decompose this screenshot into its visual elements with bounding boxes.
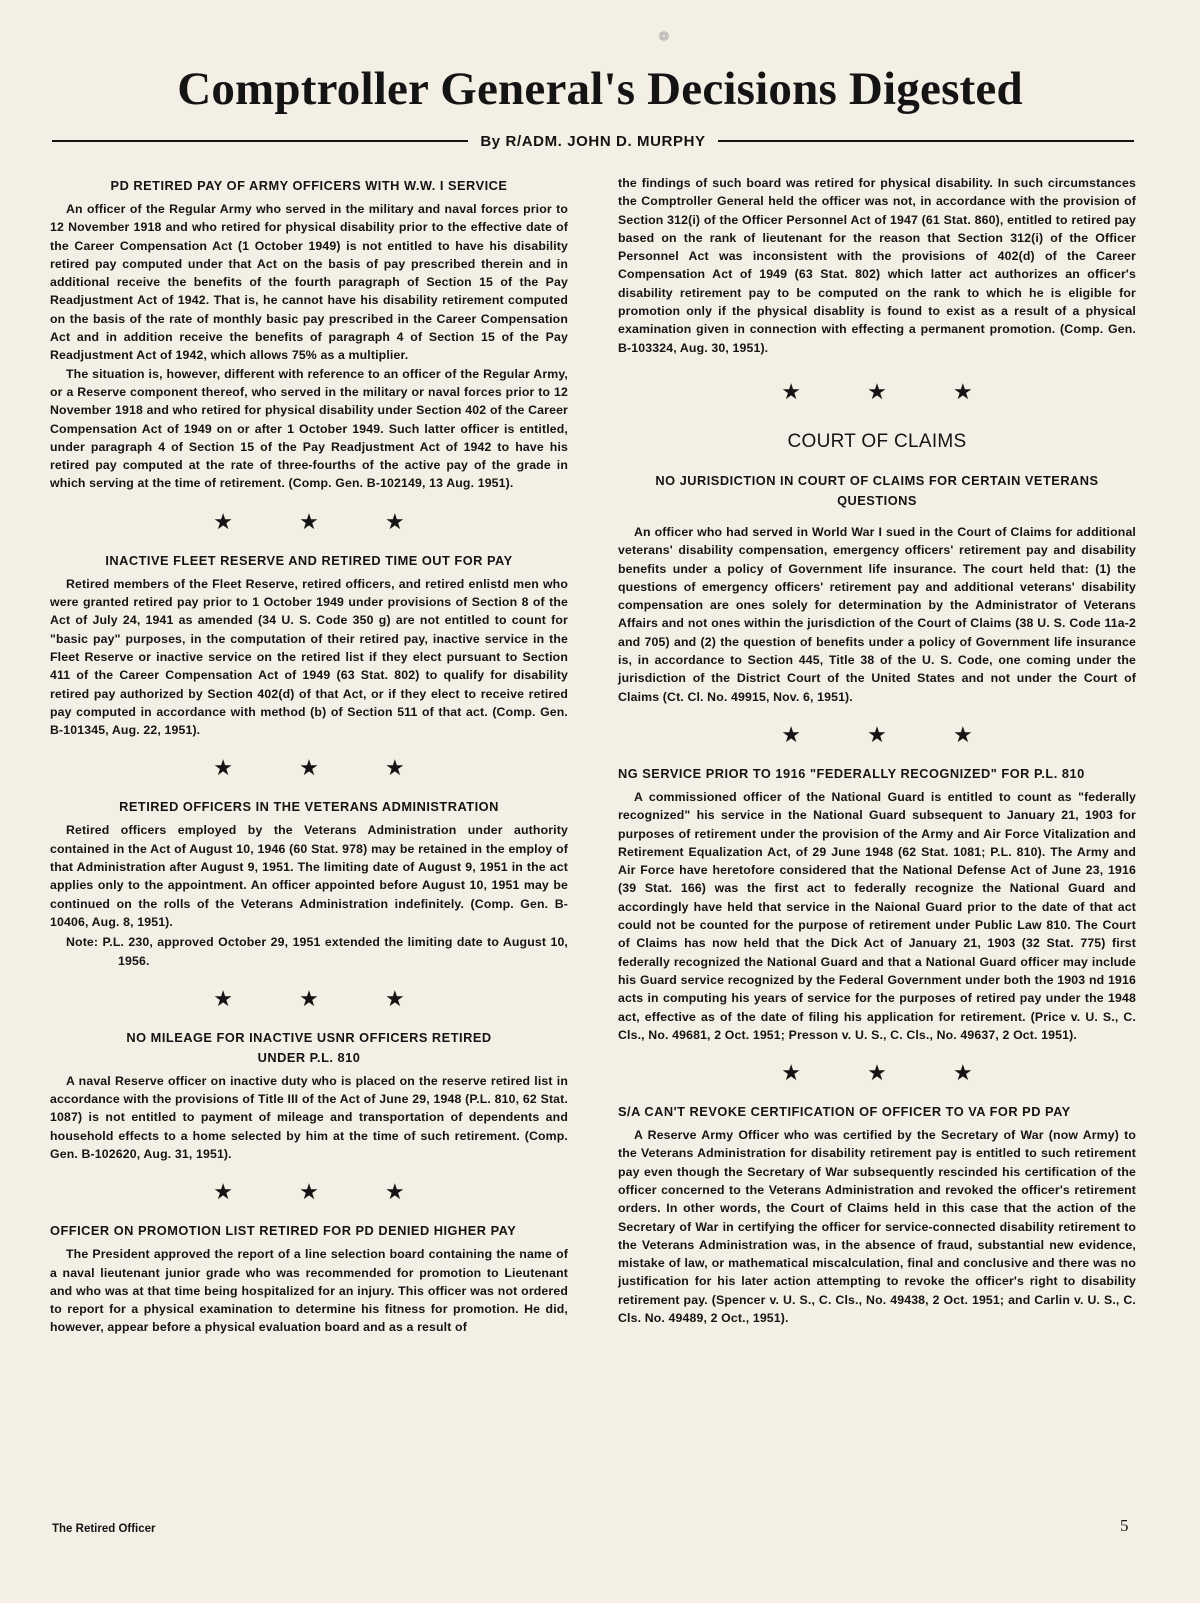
publication-name: The Retired Officer <box>52 1523 156 1535</box>
article-heading: NG SERVICE PRIOR TO 1916 "FEDERALLY RECOGNIZED" FOR P.L. 810 <box>618 765 1085 781</box>
article-heading: INACTIVE FLEET RESERVE AND RETIRED TIME OUT FOR PAY <box>105 552 513 568</box>
byline-rule-left <box>52 140 468 142</box>
article-paragraph: The President approved the report of a line selection board containing the name of a naval lieutenant junior grade who was recommended for promotion to Lieutenant and who was at that time being hospitalized for an injury. This officer was not ordered to report for a physical examination to determine his fitness for promotion. He did, however, appear before a physical evaluation board and as a result of <box>50 1247 568 1335</box>
byline: By R/ADM. JOHN D. MURPHY <box>480 132 706 150</box>
article-inactive-fleet-reserve <box>50 551 568 740</box>
article-no-jurisdiction <box>618 471 1136 706</box>
article-paragraph: A Reserve Army Officer who was certified by the Secretary of War (now Army) to the Veterans Administration for disability retirement pay is entitled to such retirement pay even though the Secretary of War subsequently rescinded his certification of the officer concerned to the Veterans Administration and revoked the officer's retirement orders. In other words, the Court of Claims held in this case that the action of the Secretary of War in certifying the officer for service-connected disability retirement to the Veterans Administration was, in the absence of fraud, substantial new evidence, mistake of law, or mathematical miscalculation, final and conclusive and there was no justification for his later action attempting to revoke the officer's right to disability retirement pay. (Spencer v. U. S., C. Cls., No. 49438, 2 Oct. 1951; and Carlin v. U. S., C. Cls. No. 49489, 2 Oct., 1951). <box>618 1128 1136 1326</box>
article-continuation: the findings of such board was retired for physical disability. In such circumstances the Comptroller General held the officer was not, in accordance with the provision of Section 312(i) of the Officer Personnel Act of 1947 (61 Stat. 860), entitled to retired pay based on the rank of lieutenant for the reason that Section 312(i) of the Officer Personnel Act was inconsistent with the provisions of 402(d) of the Career Compensation Act of 1949 (63 Stat. 802) which latter act authorizes an officer's disability retirement pay to be computed on the rank to which he is eligible for promotion only if the physical disablity is found to exist as a result of a physical examination given in connection with effecting a permanent promotion. (Comp. Gen. B-103324, Aug. 30, 1951). <box>618 176 1136 355</box>
star-separator: ★ ★ ★ <box>213 985 435 1011</box>
star-separator: ★ ★ ★ <box>781 1060 1003 1086</box>
right-column <box>618 174 1136 1327</box>
section-title-court-of-claims: COURT OF CLAIMS <box>787 430 967 452</box>
article-heading: NO MILEAGE FOR INACTIVE USNR OFFICERS RETIRED UNDER P.L. 810 <box>126 1029 492 1065</box>
page-title: Comptroller General's Decisions Digested <box>177 63 1023 115</box>
star-separator: ★ ★ ★ <box>213 755 435 781</box>
article-promotion-list <box>50 1221 568 1336</box>
article-sa-cant-revoke <box>618 1102 1136 1327</box>
article-paragraph: A commissioned officer of the National Guard is entitled to count as "federally recognized" his service in the National Guard subsequent to January 21, 1903 for purposes of retirement under the provision of the Army and Air Force Vitalization and Retirement Equalization Act, of 29 June 1948 (62 Stat. 1081; P.L. 810). The Army and Air Force have heretofore considered that the National Defense Act of June 23, 1916 (39 Stat. 166) was the first act to federally recognize the National Guard and accordingly have held that service in the Naional Guard prior to the date of that act could not be counted for the purpose of retirement under Public Law 810. The Court of Claims has now held that the Dick Act of January 21, 1903 (32 Stat. 775) first federally recognized the National Guard and that a National Guard officer may include his Guard service recognized by the Federal Government under both the 1903 nd 1916 acts in computing his years of service for the purposes of retired pay under the 1948 act, effective as of the date of filing his application for retirement. (Price v. U. S., C. Cls., No. 49681, 2 Oct. 1951; Presson v. U. S., C. Cls., No. 49637, 2 Oct. 1951). <box>618 789 1136 1042</box>
article-paragraph: An officer who had served in World War I sued in the Court of Claims for additional veterans' disability compensation, emergency officers' retirement pay and disability benefits under a policy of Government life insurance. The court held that: (1) the questions of emergency officers' retirement pay and additional veterans' disability compensation are ones solely for determination by the Administrator of Veterans Affairs and not ones within the jurisdiction of the Court of Claims (38 U. S. Code 11a-2 and 705) and (2) the question of benefits under a policy of Government life insurance is, in accordance to Section 445, Title 38 of the U. S. Code, one coming under the jurisdiction of the District Court of the United States and not under the Court of Claims (Ct. Cl. No. 49915, Nov. 6, 1951). <box>618 524 1136 704</box>
page-number: 5 <box>1120 1516 1129 1535</box>
article-paragraph: A naval Reserve officer on inactive duty who is placed on the reserve retired list in accordance with the provisions of Title III of the Act of June 29, 1948 (P.L. 810, 62 Stat. 1087) is not entitled to payment of mileage and transportation of dependents and household effects to a home selected by him at the time of such retirement. (Comp. Gen. B-102620, Aug. 31, 1951). <box>50 1073 568 1161</box>
article-paragraph: An officer of the Regular Army who served in the military and naval forces prior to 12 November 1918 and who retired for physical disability prior to the effective date of the Career Compensation Act (1 October 1949) is not entitled to have his disability retired pay computed under that Act on the basis of pay prescribed therein and in additional receive the benefits of the fourth paragraph of Section 15 of the Pay Readjustment Act of 1942. That is, he cannot have his disability retirement computed on the basis of the rate of monthly basic pay prescribed in the Career Compensation Act and in addition receive the benefits of paragraph 4 of Section 15 of the Pay Readjustment Act of 1942, which allows 75% as a multiplier. <box>50 202 568 363</box>
article-no-mileage <box>50 1028 568 1163</box>
article-paragraph: Retired members of the Fleet Reserve, retired officers, and retired enlistd men who were granted retired pay prior to 1 October 1949 under provisions of Section 8 of the Act of July 24, 1941 as amended (34 U. S. Code 350 g) are not entitled to count for "basic pay" purposes, in the computation of their retired pay, inactive service in the Fleet Reserve or inactive service on the retired list if they elect pursuant to Section 411 of the Career Compensation Act of 1949 (63 Stat. 802) to qualify for disability retired pay authorized by Section 402(d) of that Act, or if they elect to receive retired pay computed in accordance with method (b) of Section 511 of that act. (Comp. Gen. B-101345, Aug. 22, 1951). <box>50 576 568 738</box>
article-heading: RETIRED OFFICERS IN THE VETERANS ADMINISTRATION <box>119 799 499 815</box>
article-heading: NO JURISDICTION IN COURT OF CLAIMS FOR CERTAIN VETERANS QUESTIONS <box>655 472 1099 508</box>
star-separator: ★ ★ ★ <box>213 508 435 534</box>
article-heading: S/A CAN'T REVOKE CERTIFICATION OF OFFICER TO VA FOR PD PAY <box>618 1104 1071 1120</box>
article-pd-retired-pay <box>50 176 568 493</box>
article-retired-officers-va <box>50 797 568 969</box>
byline-rule-right <box>718 140 1134 142</box>
article-heading: OFFICER ON PROMOTION LIST RETIRED FOR PD DENIED HIGHER PAY <box>50 1223 517 1239</box>
article-paragraph: Retired officers employed by the Veterans Administration under authority contained in the Act of August 10, 1946 (60 Stat. 978) may be retained in the employ of that Administration after August 9, 1951. The limiting date of August 9, 1951 in the act applies only to the appointment. An officer appointed before August 10, 1951 may be continued on the rolls of the Veterans Administration indefinitely. (Comp. Gen. B-10406, Aug. 8, 1951). <box>50 823 568 929</box>
article-ng-service <box>618 764 1136 1044</box>
star-separator: ★ ★ ★ <box>781 721 1003 747</box>
byline-row <box>52 128 1134 154</box>
star-separator: ★ ★ ★ <box>781 378 1003 404</box>
star-separator: ★ ★ ★ <box>213 1179 435 1205</box>
article-note: Note: P.L. 230, approved October 29, 1951 extended the limiting date to August 10, 1956. <box>66 935 568 968</box>
article-paragraph: The situation is, however, different with reference to an officer of the Regular Army, or a Reserve component thereof, who served in the military or naval forces prior to 12 November 1918 and who retired for physical disability under Section 402 of the Career Compensation Act of 1949 on or after 1 October 1949. Such latter officer is entitled, under paragraph 4 of Section 15 of the Pay Readjustment Act of 1942 to have his retired pay computed at the rate of three-fourths of the active pay of the grade in which serving at the time of retirement. (Comp. Gen. B-102149, 13 Aug. 1951). <box>50 366 568 491</box>
printer-ornament-icon: ❁ <box>658 28 670 44</box>
article-heading: PD RETIRED PAY OF ARMY OFFICERS WITH W.W. I SERVICE <box>110 178 508 193</box>
left-column <box>50 176 568 1337</box>
